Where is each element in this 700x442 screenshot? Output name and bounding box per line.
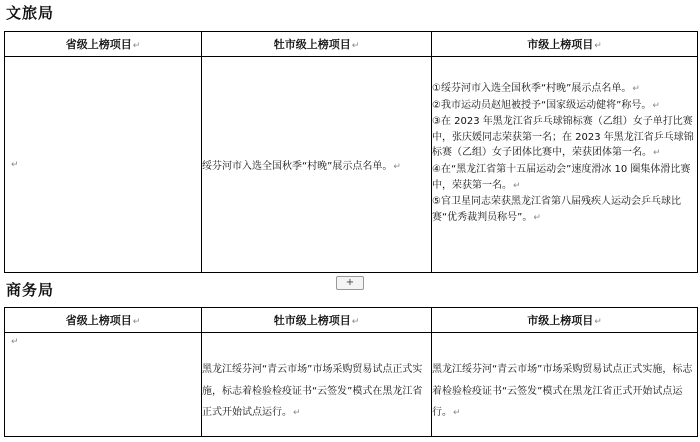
- section-title-shangwuju: 商务局: [6, 281, 55, 299]
- cell-mudanjiang[interactable]: [202, 333, 432, 437]
- paragraph-mark: ↵: [594, 317, 602, 327]
- paragraph-mark: ↵: [513, 180, 521, 191]
- paragraph-mark: ↵: [351, 317, 360, 327]
- shangwuju-table: [4, 307, 698, 437]
- table-header-row: [5, 308, 698, 333]
- list-item-text: ③在 2023 年黑龙江省乒乓球锦标赛（乙组）女子单打比赛中，张庆媛同志荣获第一名；在 2023 年黑龙江省乒乓球锦标赛（乙组）女子团体比赛中，荣获团体第一名。: [432, 116, 694, 159]
- list-item: [432, 81, 697, 98]
- paragraph-mark: ↵: [351, 41, 360, 51]
- list-item: [432, 194, 697, 226]
- header-cell-mudanjiang[interactable]: [202, 32, 432, 57]
- header-label: 市级上榜项目: [527, 38, 594, 51]
- paragraph-mark: ↵: [132, 317, 141, 327]
- cell-text: 黑龙江绥芬河“青云市场”市场采购贸易试点正式实施，标志着检验检疫证书“云签发”模式在黑龙江省正式开始试点运行。: [202, 364, 423, 418]
- paragraph-mark: ↵: [11, 159, 19, 170]
- wenlvju-table: [4, 31, 698, 273]
- cell-text: 绥芬河市入选全国秋季“村晚”展示点名单。: [202, 160, 393, 172]
- paragraph-mark: ↵: [11, 337, 19, 347]
- table-row: [5, 333, 698, 437]
- table-header-row: [5, 32, 698, 57]
- insert-row-button[interactable]: +: [336, 276, 364, 290]
- table-row: [5, 57, 698, 273]
- header-label: 省级上榜项目: [65, 38, 132, 51]
- header-cell-mudanjiang[interactable]: [202, 308, 432, 333]
- header-label: 牡市级上榜项目: [273, 38, 351, 51]
- section-title-wenlvju: 文旅局: [6, 4, 55, 22]
- list-item-text: ⑤官卫星同志荣获黑龙江省第八届残疾人运动会乒乓球比赛“优秀裁判员称号”。: [432, 196, 681, 223]
- paragraph-mark: ↵: [132, 41, 141, 51]
- cell-province-empty[interactable]: [5, 333, 202, 437]
- header-cell-province[interactable]: [5, 32, 202, 57]
- cell-text: 黑龙江绥芬河“青云市场”市场采购贸易试点正式实施，标志着检验检疫证书“云签发”模式在黑龙江省正式开始试点运行。: [432, 364, 693, 418]
- paragraph-mark: ↵: [533, 212, 541, 223]
- list-item: [432, 114, 697, 162]
- paragraph-mark: ↵: [594, 41, 602, 51]
- paragraph-mark: ↵: [393, 161, 401, 172]
- header-cell-province[interactable]: [5, 308, 202, 333]
- paragraph-mark: ↵: [652, 100, 660, 111]
- cell-province-empty[interactable]: [5, 57, 202, 273]
- list-item: [432, 98, 697, 115]
- paragraph-mark: ↵: [632, 84, 640, 94]
- list-item-text: ④在“黑龙江省第十五届运动会”速度滑冰 10 圈集体滑比赛中，荣获第一名。: [432, 163, 691, 191]
- header-cell-city[interactable]: [432, 32, 698, 57]
- paragraph-mark: ↵: [453, 408, 461, 418]
- paragraph-mark: ↵: [293, 408, 301, 418]
- list-item-text: ①绥芬河市入选全国秋季“村晚”展示点名单。: [432, 83, 632, 94]
- header-cell-city[interactable]: [432, 308, 698, 333]
- list-item-text: ②我市运动员赵旭被授予“国家级运动健将”称号。: [432, 99, 652, 111]
- header-label: 市级上榜项目: [527, 314, 594, 327]
- paragraph-mark: ↵: [653, 148, 661, 159]
- cell-mudanjiang[interactable]: [202, 57, 432, 273]
- header-label: 省级上榜项目: [65, 314, 132, 327]
- list-item: [432, 162, 697, 194]
- cell-city[interactable]: [432, 57, 698, 273]
- cell-city[interactable]: [432, 333, 698, 437]
- header-label: 牡市级上榜项目: [273, 314, 351, 327]
